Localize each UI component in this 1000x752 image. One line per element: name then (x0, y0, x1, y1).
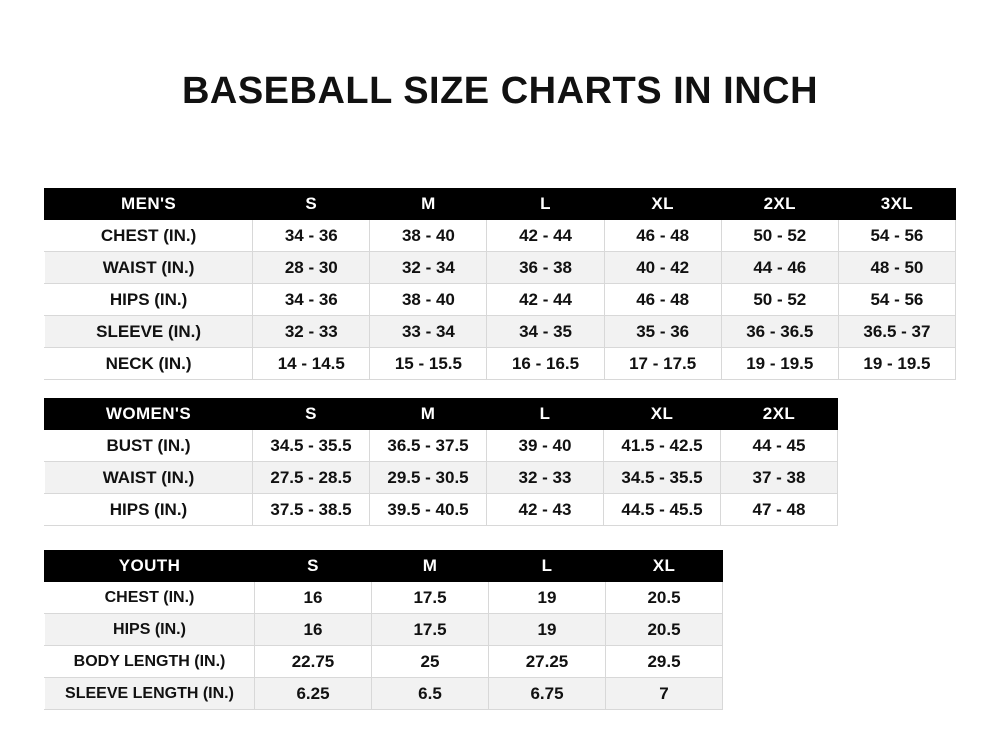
row-label: HIPS (IN.) (45, 614, 255, 646)
table-cell: 6.75 (489, 678, 606, 710)
table-row (45, 430, 838, 462)
column-header: S (255, 551, 372, 582)
table-cell: 39.5 - 40.5 (370, 494, 487, 526)
table-cell: 19 (489, 614, 606, 646)
table-cell: 29.5 - 30.5 (370, 462, 487, 494)
table-cell: 54 - 56 (838, 220, 955, 252)
row-label: CHEST (IN.) (45, 582, 255, 614)
table-cell: 36 - 36.5 (721, 316, 838, 348)
table-cell: 36 - 38 (487, 252, 604, 284)
page-title: BASEBALL SIZE CHARTS IN INCH (181, 70, 819, 112)
table-row (45, 220, 956, 252)
row-label: SLEEVE LENGTH (IN.) (45, 678, 255, 710)
table-cell: 27.25 (489, 646, 606, 678)
table-cell: 54 - 56 (838, 284, 955, 316)
table-cell: 7 (606, 678, 723, 710)
table-cell: 16 (255, 614, 372, 646)
table-cell: 34.5 - 35.5 (253, 430, 370, 462)
column-header: 2XL (721, 399, 838, 430)
table-cell: 47 - 48 (721, 494, 838, 526)
table-cell: 36.5 - 37 (838, 316, 955, 348)
table-cell: 19 - 19.5 (838, 348, 955, 380)
table-header-row (45, 551, 723, 582)
table-cell: 42 - 44 (487, 284, 604, 316)
column-header: S (253, 399, 370, 430)
table-cell: 33 - 34 (370, 316, 487, 348)
table-cell: 35 - 36 (604, 316, 721, 348)
table-cell: 16 (255, 582, 372, 614)
column-header: S (253, 189, 370, 220)
table-cell: 32 - 34 (370, 252, 487, 284)
table-cell: 50 - 52 (721, 220, 838, 252)
column-header: XL (606, 551, 723, 582)
table-cell: 36.5 - 37.5 (370, 430, 487, 462)
table-cell: 19 - 19.5 (721, 348, 838, 380)
table-cell: 22.75 (255, 646, 372, 678)
row-label: HIPS (IN.) (45, 284, 253, 316)
row-label: WAIST (IN.) (45, 252, 253, 284)
table-cell: 46 - 48 (604, 220, 721, 252)
table-cell: 20.5 (606, 614, 723, 646)
column-header: L (487, 189, 604, 220)
table-cell: 44.5 - 45.5 (604, 494, 721, 526)
table-cell: 38 - 40 (370, 284, 487, 316)
table-cell: 27.5 - 28.5 (253, 462, 370, 494)
table-cell: 6.5 (372, 678, 489, 710)
row-label: BUST (IN.) (45, 430, 253, 462)
table-row (45, 494, 838, 526)
row-label: SLEEVE (IN.) (45, 316, 253, 348)
table-cell: 25 (372, 646, 489, 678)
table-cell: 20.5 (606, 582, 723, 614)
column-header: L (487, 399, 604, 430)
row-label: BODY LENGTH (IN.) (45, 646, 255, 678)
table-cell: 17 - 17.5 (604, 348, 721, 380)
column-header: YOUTH (45, 551, 255, 582)
table-cell: 17.5 (372, 614, 489, 646)
mens-size-table (44, 188, 956, 380)
table-row (45, 348, 956, 380)
table-header-row (45, 399, 838, 430)
table-cell: 34.5 - 35.5 (604, 462, 721, 494)
table-row (45, 462, 838, 494)
column-header: L (489, 551, 606, 582)
column-header: M (370, 189, 487, 220)
row-label: WAIST (IN.) (45, 462, 253, 494)
row-label: NECK (IN.) (45, 348, 253, 380)
table-cell: 50 - 52 (721, 284, 838, 316)
table-cell: 44 - 45 (721, 430, 838, 462)
table-row (45, 316, 956, 348)
table-row (45, 678, 723, 710)
table-cell: 29.5 (606, 646, 723, 678)
table-cell: 46 - 48 (604, 284, 721, 316)
table-cell: 34 - 36 (253, 220, 370, 252)
table-cell: 6.25 (255, 678, 372, 710)
column-header: M (372, 551, 489, 582)
column-header: WOMEN'S (45, 399, 253, 430)
table-cell: 15 - 15.5 (370, 348, 487, 380)
table-cell: 42 - 44 (487, 220, 604, 252)
table-header-row (45, 189, 956, 220)
table-row (45, 614, 723, 646)
column-header: XL (604, 399, 721, 430)
table-cell: 34 - 35 (487, 316, 604, 348)
youth-size-table (44, 550, 723, 710)
table-cell: 38 - 40 (370, 220, 487, 252)
table-cell: 40 - 42 (604, 252, 721, 284)
womens-size-table (44, 398, 838, 526)
table-cell: 44 - 46 (721, 252, 838, 284)
row-label: HIPS (IN.) (45, 494, 253, 526)
column-header: M (370, 399, 487, 430)
table-cell: 48 - 50 (838, 252, 955, 284)
column-header: 3XL (838, 189, 955, 220)
table-cell: 28 - 30 (253, 252, 370, 284)
table-cell: 34 - 36 (253, 284, 370, 316)
table-row (45, 252, 956, 284)
table-cell: 37.5 - 38.5 (253, 494, 370, 526)
table-cell: 32 - 33 (487, 462, 604, 494)
column-header: XL (604, 189, 721, 220)
table-cell: 41.5 - 42.5 (604, 430, 721, 462)
table-cell: 37 - 38 (721, 462, 838, 494)
column-header: 2XL (721, 189, 838, 220)
table-cell: 19 (489, 582, 606, 614)
table-cell: 14 - 14.5 (253, 348, 370, 380)
table-row (45, 582, 723, 614)
table-cell: 42 - 43 (487, 494, 604, 526)
table-cell: 39 - 40 (487, 430, 604, 462)
table-cell: 17.5 (372, 582, 489, 614)
table-row (45, 646, 723, 678)
table-row (45, 284, 956, 316)
table-cell: 32 - 33 (253, 316, 370, 348)
table-cell: 16 - 16.5 (487, 348, 604, 380)
column-header: MEN'S (45, 189, 253, 220)
row-label: CHEST (IN.) (45, 220, 253, 252)
